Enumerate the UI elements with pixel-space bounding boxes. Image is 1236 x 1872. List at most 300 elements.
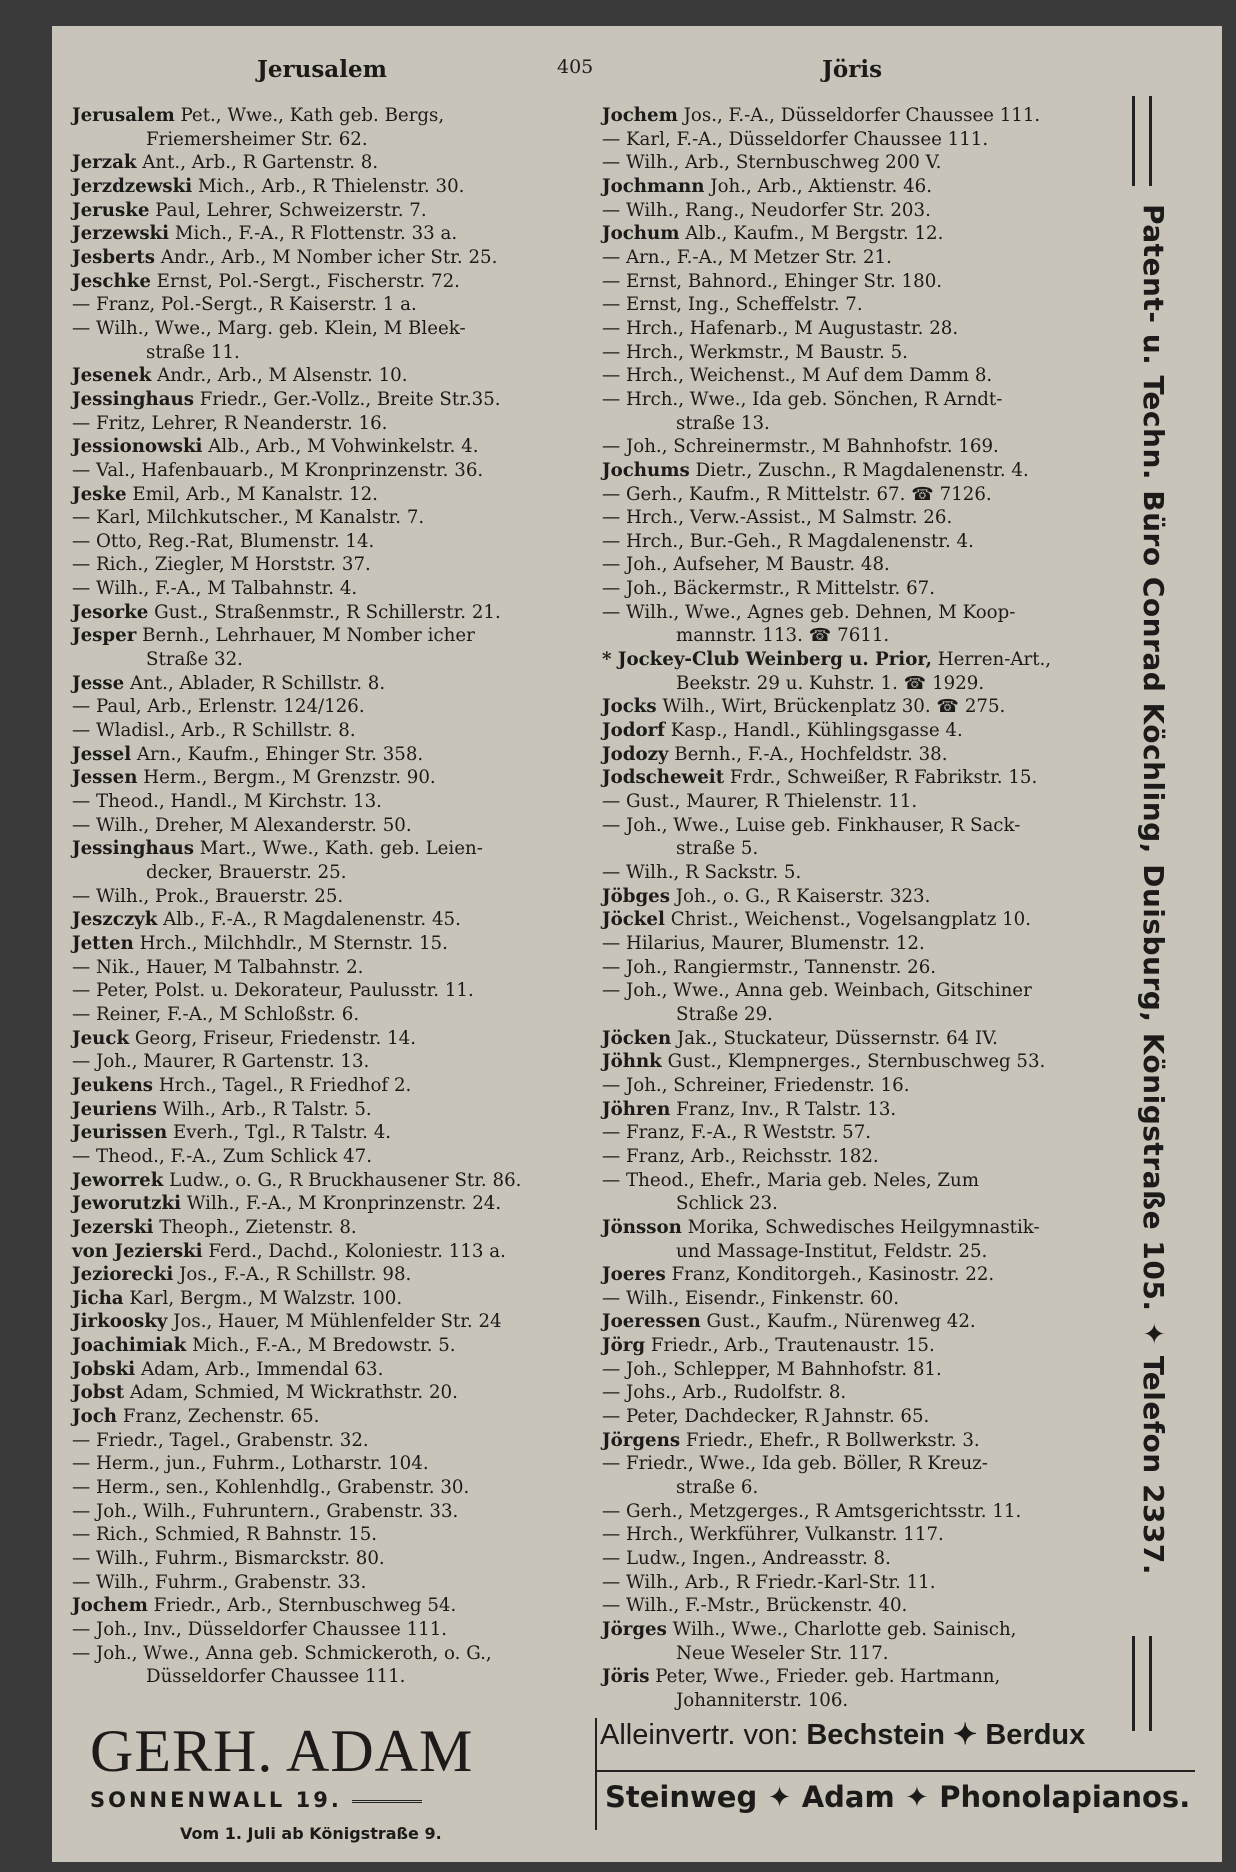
entry-surname: Jeuriens (72, 1098, 157, 1120)
entry-details: Jak., Stuckateur, Düssernstr. 64 IV. (671, 1027, 998, 1049)
entry-surname: Jochem (72, 1595, 148, 1617)
entry-continuation: straße 11. (146, 341, 240, 363)
entry-details: Hrch., Milchhdlr., M Sternstr. 15. (133, 932, 448, 954)
entry-details: Ant., Arb., R Gartenstr. 8. (136, 152, 379, 174)
directory-entry (602, 956, 1117, 980)
entry-details: Jos., F.-A., R Schillstr. 98. (173, 1264, 412, 1286)
entry-surname: Jodscheweit (602, 767, 725, 789)
entry-details: Peter, Wwe., Frieder. geb. Hartmann, (649, 1666, 1001, 1688)
directory-entry (72, 1003, 627, 1027)
entry-surname: Jesenek (72, 365, 152, 387)
entry-details: Ernst, Pol.-Sergt., Fischerstr. 72. (150, 270, 460, 292)
directory-entry (602, 104, 1117, 128)
entry-details: — Herm., jun., Fuhrm., Lotharstr. 104. (72, 1453, 429, 1475)
entry-details: Wilh., F.-A., M Kronprinzenstr. 24. (181, 1193, 502, 1215)
entry-surname: Jodorf (602, 720, 665, 742)
entry-surname: Jöbges (602, 885, 670, 907)
entry-details: Adam, Schmied, M Wickrathstr. 20. (124, 1382, 458, 1404)
directory-entry (602, 1121, 1117, 1145)
footer-line1 (600, 1717, 1085, 1752)
entry-details: — Theod., Ehefr., Maria geb. Neles, Zum (602, 1169, 979, 1191)
entry-surname: Jessinghaus (72, 388, 194, 410)
entry-details: — Joh., Wilh., Fuhruntern., Grabenstr. 33. (72, 1500, 459, 1522)
directory-entry (72, 506, 627, 530)
directory-entry (602, 861, 1117, 885)
entry-details: — Johs., Arb., Rudolfstr. 8. (602, 1382, 847, 1404)
entry-details: Gust., Klempnerges., Sternbuschweg 53. (661, 1051, 1046, 1073)
entry-details: — Wilh., Fuhrm., Bismarckstr. 80. (72, 1548, 385, 1570)
entry-details: — Wilh., Arb., R Friedr.-Karl-Str. 11. (602, 1571, 936, 1593)
entry-details: — Wilh., Arb., Sternbuschweg 200 V. (602, 152, 942, 174)
entry-details: — Wilh., Rang., Neudorfer Str. 203. (602, 199, 931, 221)
entry-details: — Hrch., Bur.-Geh., R Magdalenenstr. 4. (602, 530, 974, 552)
entry-details: — Friedr., Tagel., Grabenstr. 32. (72, 1429, 369, 1451)
directory-entry (72, 1500, 627, 1524)
entry-surname: von Jezierski (72, 1240, 203, 1262)
entry-details: Wilh., Wwe., Charlotte geb. Sainisch, (666, 1619, 1017, 1640)
directory-entry (72, 1216, 627, 1240)
entry-details: — Reiner, F.-A., M Schloßstr. 6. (72, 1003, 360, 1025)
entry-details: — Arn., F.-A., M Metzer Str. 21. (602, 246, 892, 268)
entry-details: Karl, Bergm., M Walzstr. 100. (123, 1287, 403, 1309)
entry-details: Dietr., Zuschn., R Magdalenenstr. 4. (689, 459, 1029, 481)
entry-details: — Peter, Dachdecker, R Jahnstr. 65. (602, 1406, 930, 1428)
directory-entry (72, 695, 627, 719)
directory-entry (72, 104, 627, 151)
entry-details: — Hilarius, Maurer, Blumenstr. 12. (602, 932, 925, 954)
directory-entry (72, 1098, 627, 1122)
directory-entry (602, 1547, 1117, 1571)
directory-entry (72, 199, 627, 223)
directory-entry (72, 1074, 627, 1098)
directory-entry (602, 364, 1117, 388)
directory-entry (602, 1665, 1117, 1712)
directory-entry (602, 719, 1117, 743)
directory-entry (72, 956, 627, 980)
entry-surname: Jochem (602, 105, 678, 126)
directory-entry (602, 648, 1117, 695)
directory-entry (72, 1121, 627, 1145)
entry-details: Franz, Zechenstr. 65. (117, 1406, 320, 1428)
entry-details: Herren-Art., (931, 649, 1052, 671)
entry-surname: Joeres (602, 1264, 666, 1286)
entry-surname: Jirkoosky (72, 1311, 168, 1333)
entry-continuation: mannstr. 113. ☎ 7611. (676, 625, 890, 647)
entry-details: Herm., Bergm., M Grenzstr. 90. (137, 767, 436, 789)
footer-divider (595, 1718, 597, 1830)
entry-surname: Jeuck (72, 1027, 130, 1049)
entry-details: Gust., Straßenmstr., R Schillerstr. 21. (148, 601, 501, 623)
entry-surname: Jesorke (72, 601, 149, 623)
footer-note: Vom 1. Juli ab Königstraße 9. (180, 1824, 442, 1843)
entry-details: — Val., Hafenbauarb., M Kronprinzenstr. 36. (72, 459, 484, 481)
directory-entry (72, 766, 627, 790)
directory-entry (72, 175, 627, 199)
directory-entry (602, 1618, 1117, 1665)
directory-entry (602, 1050, 1117, 1074)
entry-surname: Jeworrek (72, 1169, 164, 1191)
footer-address (90, 1788, 530, 1812)
entry-details: — Wilh., Prok., Brauerstr. 25. (72, 885, 344, 907)
entry-surname: Jeszczyk (72, 909, 158, 931)
entry-continuation: und Massage-Institut, Feldstr. 25. (676, 1240, 988, 1262)
directory-entry (602, 1098, 1117, 1122)
entry-details: Theoph., Zietenstr. 8. (153, 1216, 357, 1238)
footer-hrule (595, 1770, 1195, 1772)
entry-surname: Joachimiak (72, 1335, 187, 1357)
directory-entry (602, 1358, 1117, 1382)
entry-details: — Hrch., Wwe., Ida geb. Sönchen, R Arndt- (602, 388, 1003, 410)
directory-entry (602, 1452, 1117, 1499)
directory-entry (72, 483, 627, 507)
right-column (602, 104, 1117, 1713)
directory-entry (602, 151, 1117, 175)
entry-details: — Hrch., Werkführer, Vulkanstr. 117. (602, 1524, 944, 1546)
entry-details: Bernh., F.-A., Hochfeldstr. 38. (668, 743, 948, 765)
entry-details: — Hrch., Verw.-Assist., M Salmstr. 26. (602, 507, 953, 529)
directory-entry (72, 932, 627, 956)
entry-details: — Ernst, Bahnord., Ehinger Str. 180. (602, 270, 943, 292)
entry-continuation: straße 5. (676, 838, 759, 860)
entry-surname: Jeziorecki (72, 1264, 174, 1286)
entry-details: Ludw., o. G., R Bruckhausener Str. 86. (163, 1169, 522, 1191)
entry-surname: Jönsson (602, 1216, 682, 1238)
entry-surname: Jicha (72, 1287, 124, 1309)
directory-entry (602, 483, 1117, 507)
entry-details: — Joh., Wwe., Anna geb. Weinbach, Gitschiner (602, 980, 1032, 1002)
entry-details: — Hrch., Werkmstr., M Baustr. 5. (602, 341, 908, 363)
entry-details: — Joh., Schlepper, M Bahnhofstr. 81. (602, 1358, 942, 1380)
directory-entry (72, 1452, 627, 1476)
directory-entry (602, 1263, 1117, 1287)
entry-surname: Jöris (602, 1666, 650, 1688)
directory-entry (602, 506, 1117, 530)
directory-entry (602, 790, 1117, 814)
header-right-word: Jöris (822, 56, 883, 83)
directory-entry (602, 246, 1117, 270)
directory-entry (72, 1263, 627, 1287)
entry-details: — Paul, Arb., Erlenstr. 124/126. (72, 696, 365, 718)
directory-entry (72, 1642, 627, 1689)
directory-entry (72, 1240, 627, 1264)
directory-entry (602, 1523, 1117, 1547)
entry-continuation: Straße 29. (676, 1003, 773, 1025)
directory-entry (602, 979, 1117, 1026)
directory-entry (72, 908, 627, 932)
directory-entry (602, 1074, 1117, 1098)
entry-details: Alb., F.-A., R Magdalenenstr. 45. (157, 909, 461, 931)
directory-entry (72, 624, 627, 671)
entry-details: Ferd., Dachd., Koloniestr. 113 a. (202, 1240, 506, 1262)
entry-details: Morika, Schwedisches Heilgymnastik- (681, 1216, 1040, 1238)
directory-entry (72, 979, 627, 1003)
directory-entry (72, 1571, 627, 1595)
footer-line2: Steinweg ✦ Adam ✦ Phonolapianos. (605, 1780, 1191, 1814)
entry-surname: Jöhnk (602, 1051, 662, 1073)
entry-surname: Jörg (602, 1335, 646, 1357)
entry-details: — Franz, Pol.-Sergt., R Kaiserstr. 1 a. (72, 294, 417, 316)
entry-surname: Jessel (72, 743, 132, 765)
entry-surname: Jörges (602, 1619, 667, 1640)
entry-details: — Joh., Bäckermstr., R Mittelstr. 67. (602, 578, 936, 600)
entry-continuation: Neue Weseler Str. 117. (676, 1642, 889, 1664)
entry-details: Andr., Arb., M Nomber icher Str. 25. (154, 246, 498, 268)
footer-address-rule (352, 1800, 422, 1803)
entry-details: — Joh., Wwe., Luise geb. Finkhauser, R Sack- (602, 814, 1021, 836)
entry-surname: Jocks (602, 696, 657, 718)
directory-entry (72, 1429, 627, 1453)
side-ad-text-box (1100, 204, 1190, 1624)
entry-surname: Jeworutzki (72, 1193, 182, 1215)
entry-surname: Jerusalem (72, 105, 175, 126)
directory-entry (72, 1027, 627, 1051)
directory-entry (602, 1216, 1117, 1263)
entry-details: Mich., Arb., R Thielenstr. 30. (192, 175, 465, 197)
entry-details: — Joh., Maurer, R Gartenstr. 13. (72, 1051, 370, 1073)
directory-entry (602, 175, 1117, 199)
entry-details: Kasp., Handl., Kühlingsgasse 4. (665, 720, 963, 742)
directory-entry (72, 388, 627, 412)
directory-entry (602, 1287, 1117, 1311)
directory-entry (72, 790, 627, 814)
directory-entry (602, 1310, 1117, 1334)
entry-surname: Joch (72, 1406, 118, 1428)
entry-details: — Otto, Reg.-Rat, Blumenstr. 14. (72, 530, 375, 552)
directory-entry (602, 1500, 1117, 1524)
entry-details: — Franz, F.-A., R Weststr. 57. (602, 1122, 872, 1144)
entry-details: — Wilh., Fuhrm., Grabenstr. 33. (72, 1571, 367, 1593)
entry-surname: Jerzak (72, 152, 137, 174)
entry-details: Friedr., Ehefr., R Bollwerkstr. 3. (680, 1429, 980, 1451)
footer-brand: GERH. ADAM (90, 1718, 474, 1784)
entry-surname: Jeske (72, 483, 127, 505)
directory-entry (602, 932, 1117, 956)
entry-details: — Theod., F.-A., Zum Schlick 47. (72, 1145, 372, 1167)
entry-continuation: straße 13. (676, 412, 770, 434)
directory-entry (72, 553, 627, 577)
entry-continuation: straße 6. (676, 1477, 759, 1499)
entry-surname: Jetten (72, 932, 134, 954)
entry-details: — Friedr., Wwe., Ida geb. Böller, R Kreuz- (602, 1453, 988, 1475)
entry-details: — Wilh., Wwe., Marg. geb. Klein, M Bleek- (72, 317, 466, 339)
directory-entry (602, 1594, 1117, 1618)
entry-surname: Jeruske (72, 199, 150, 221)
entry-details: — Wladisl., Arb., R Schillstr. 8. (72, 720, 356, 742)
entry-details: Pet., Wwe., Kath geb. Bergs, (174, 105, 445, 126)
directory-entry (72, 270, 627, 294)
directory-entry (602, 388, 1117, 435)
directory-entry (602, 814, 1117, 861)
entry-details: — Wilh., Eisendr., Finkenstr. 60. (602, 1287, 900, 1309)
entry-details: — Karl, F.-A., Düsseldorfer Chaussee 111. (602, 128, 989, 150)
entry-surname: Jochums (602, 459, 690, 481)
directory-entry (602, 577, 1117, 601)
page-header (52, 56, 1097, 96)
entry-surname: Jessinghaus (72, 838, 194, 860)
directory-entry (72, 293, 627, 317)
directory-entry (602, 1334, 1117, 1358)
directory-entry (602, 908, 1117, 932)
entry-details: Gust., Kaufm., Nürenweg 42. (700, 1311, 976, 1333)
directory-entry (602, 1027, 1117, 1051)
entry-surname: Jochum (602, 223, 680, 245)
directory-entry (72, 1381, 627, 1405)
entry-surname: Jeurissen (72, 1122, 168, 1144)
directory-entry (602, 766, 1117, 790)
entry-details: Wilh., Arb., R Talstr. 5. (156, 1098, 372, 1120)
directory-entry (602, 128, 1117, 152)
entry-surname: Jerzdzewski (72, 175, 193, 197)
directory-entry (72, 222, 627, 246)
directory-entry (72, 530, 627, 554)
directory-entry (72, 1358, 627, 1382)
directory-entry (72, 1618, 627, 1642)
directory-entry (72, 601, 627, 625)
directory-entry (72, 435, 627, 459)
directory-entry (72, 1310, 627, 1334)
entry-surname: Jeschke (72, 270, 151, 292)
entry-details: Alb., Arb., M Vohwinkelstr. 4. (202, 436, 479, 458)
footer-line1-names: Bechstein ✦ Berdux (806, 1719, 1086, 1751)
entry-details: Frdr., Schweißer, R Fabrikstr. 15. (724, 767, 1038, 789)
entry-details: — Rich., Ziegler, M Horststr. 37. (72, 554, 371, 576)
entry-details: — Joh., Rangiermstr., Tannenstr. 26. (602, 956, 937, 978)
entry-surname: Jobst (72, 1382, 125, 1404)
directory-entry (602, 530, 1117, 554)
entry-details: — Gerh., Metzgerges., R Amtsgerichtsstr. 11. (602, 1500, 1022, 1522)
entry-details: — Wilh., F.-Mstr., Brückenstr. 40. (602, 1595, 908, 1617)
directory-entry (72, 1145, 627, 1169)
entry-details: — Hrch., Hafenarb., M Augustastr. 28. (602, 317, 959, 339)
entry-details: — Nik., Hauer, M Talbahnstr. 2. (72, 956, 364, 978)
directory-entry (602, 1169, 1117, 1216)
directory-entry (72, 885, 627, 909)
entry-surname: Joeressen (602, 1311, 701, 1333)
entry-details: Mart., Wwe., Kath. geb. Leien- (193, 838, 483, 860)
directory-entry (72, 1287, 627, 1311)
entry-details: Franz, Konditorgeh., Kasinostr. 22. (665, 1264, 995, 1286)
directory-entry (72, 1594, 627, 1618)
entry-details: Bernh., Lehrhauer, M Nomber icher (136, 625, 475, 647)
directory-entry (602, 317, 1117, 341)
entry-continuation: decker, Brauerstr. 25. (146, 862, 347, 883)
directory-entry (602, 553, 1117, 577)
directory-entry (602, 459, 1117, 483)
directory-entry (72, 1523, 627, 1547)
directory-entry (72, 459, 627, 483)
entry-surname: Jochmann (602, 175, 705, 197)
entry-details: Adam, Arb., Immendal 63. (135, 1358, 384, 1380)
entry-details: — Wilh., R Sackstr. 5. (602, 862, 802, 883)
directory-entry (72, 412, 627, 436)
entry-details: — Joh., Wwe., Anna geb. Schmickeroth, o. G., (72, 1642, 492, 1664)
header-left-word: Jerusalem (257, 56, 387, 83)
entry-details: — Gerh., Kaufm., R Mittelstr. 67. ☎ 7126. (602, 483, 992, 505)
entry-details: Andr., Arb., M Alsenstr. 10. (151, 365, 408, 387)
directory-entry (72, 577, 627, 601)
directory-entry (72, 364, 627, 388)
entry-details: Hrch., Tagel., R Friedhof 2. (153, 1074, 412, 1096)
directory-entry (72, 151, 627, 175)
directory-entry (72, 814, 627, 838)
entry-details: Alb., Kaufm., M Bergstr. 12. (679, 223, 944, 245)
entry-details: — Wilh., Dreher, M Alexanderstr. 50. (72, 814, 412, 836)
entry-surname: Jobski (72, 1358, 136, 1380)
entry-surname: Jessen (72, 767, 138, 789)
entry-details: — Herm., sen., Kohlenhdlg., Grabenstr. 30. (72, 1477, 470, 1499)
directory-entry (602, 1429, 1117, 1453)
entry-details: — Rich., Schmied, R Bahnstr. 15. (72, 1524, 378, 1546)
entry-details: — Ludw., Ingen., Andreasstr. 8. (602, 1548, 891, 1570)
directory-entry (72, 1192, 627, 1216)
directory-entry (602, 270, 1117, 294)
entry-surname: Jessionowski (72, 436, 203, 458)
directory-entry (602, 435, 1117, 459)
entry-details: Friedr., Arb., Trautenaustr. 15. (645, 1335, 935, 1357)
entry-details: — Ernst, Ing., Scheffelstr. 7. (602, 294, 863, 316)
entry-surname: Jeukens (72, 1074, 154, 1096)
entry-surname: Jezerski (72, 1216, 154, 1238)
entry-surname: Jesberts (72, 246, 155, 268)
entry-details: Jos., Hauer, M Mühlenfelder Str. 24 (167, 1311, 502, 1333)
directory-entry (602, 885, 1117, 909)
entry-details: — Joh., Aufseher, M Baustr. 48. (602, 554, 890, 576)
directory-entry (72, 246, 627, 270)
entry-details: — Wilh., F.-A., M Talbahnstr. 4. (72, 578, 358, 600)
directory-entry (72, 1334, 627, 1358)
entry-continuation: Friemersheimer Str. 62. (146, 128, 368, 150)
entry-details: — Fritz, Lehrer, R Neanderstr. 16. (72, 412, 388, 434)
entry-details: Everh., Tgl., R Talstr. 4. (167, 1122, 392, 1144)
entry-details: Georg, Friseur, Friedenstr. 14. (129, 1027, 417, 1049)
footer-line1-prefix: Alleinvertr. von: (600, 1719, 799, 1751)
side-advertisement (1092, 96, 1192, 1716)
entry-details: Jos., F.-A., Düsseldorfer Chaussee 111. (677, 105, 1041, 126)
entry-surname: Jerzewski (72, 223, 170, 245)
directory-entry (72, 719, 627, 743)
entry-details: — Joh., Inv., Düsseldorfer Chaussee 111. (72, 1619, 448, 1640)
entry-continuation: Beekstr. 29 u. Kuhstr. 1. ☎ 1929. (676, 672, 985, 694)
entry-details: Friedr., Arb., Sternbuschweg 54. (147, 1595, 457, 1617)
directory-page (52, 26, 1222, 1862)
directory-entry (72, 1169, 627, 1193)
entry-details: Wilh., Wirt, Brückenplatz 30. ☎ 275. (656, 696, 1006, 718)
side-rule-top (1132, 96, 1152, 186)
footer-address-text: SONNENWALL 19. (90, 1788, 342, 1812)
entry-surname: Jodozy (602, 743, 669, 765)
directory-entry (602, 1405, 1117, 1429)
entry-surname: Jöcken (602, 1027, 672, 1049)
entry-continuation: Straße 32. (146, 649, 243, 671)
entry-details: Franz, Inv., R Talstr. 13. (670, 1098, 897, 1120)
entry-details: — Karl, Milchkutscher., M Kanalstr. 7. (72, 507, 425, 529)
directory-entry (602, 1145, 1117, 1169)
directory-entry (602, 293, 1117, 317)
side-ad-text: Patent- u. Techn. Büro Conrad Köchling, Duisburg, Königstraße 105. ✦ Telefon 2337. (1137, 204, 1170, 1576)
directory-entry (602, 1571, 1117, 1595)
entry-details: — Joh., Schreinermstr., M Bahnhofstr. 169. (602, 436, 999, 458)
entry-details: — Gust., Maurer, R Thielenstr. 11. (602, 791, 918, 813)
directory-entry (72, 1547, 627, 1571)
footer-advertisement (90, 1716, 1210, 1856)
directory-entry (72, 317, 627, 364)
directory-entry (602, 601, 1117, 648)
entry-surname: Jesper (72, 625, 137, 647)
entry-details: Arn., Kaufm., Ehinger Str. 358. (131, 743, 424, 765)
directory-entry (602, 222, 1117, 246)
entry-details: Paul, Lehrer, Schweizerstr. 7. (149, 199, 427, 221)
directory-entry (602, 341, 1117, 365)
